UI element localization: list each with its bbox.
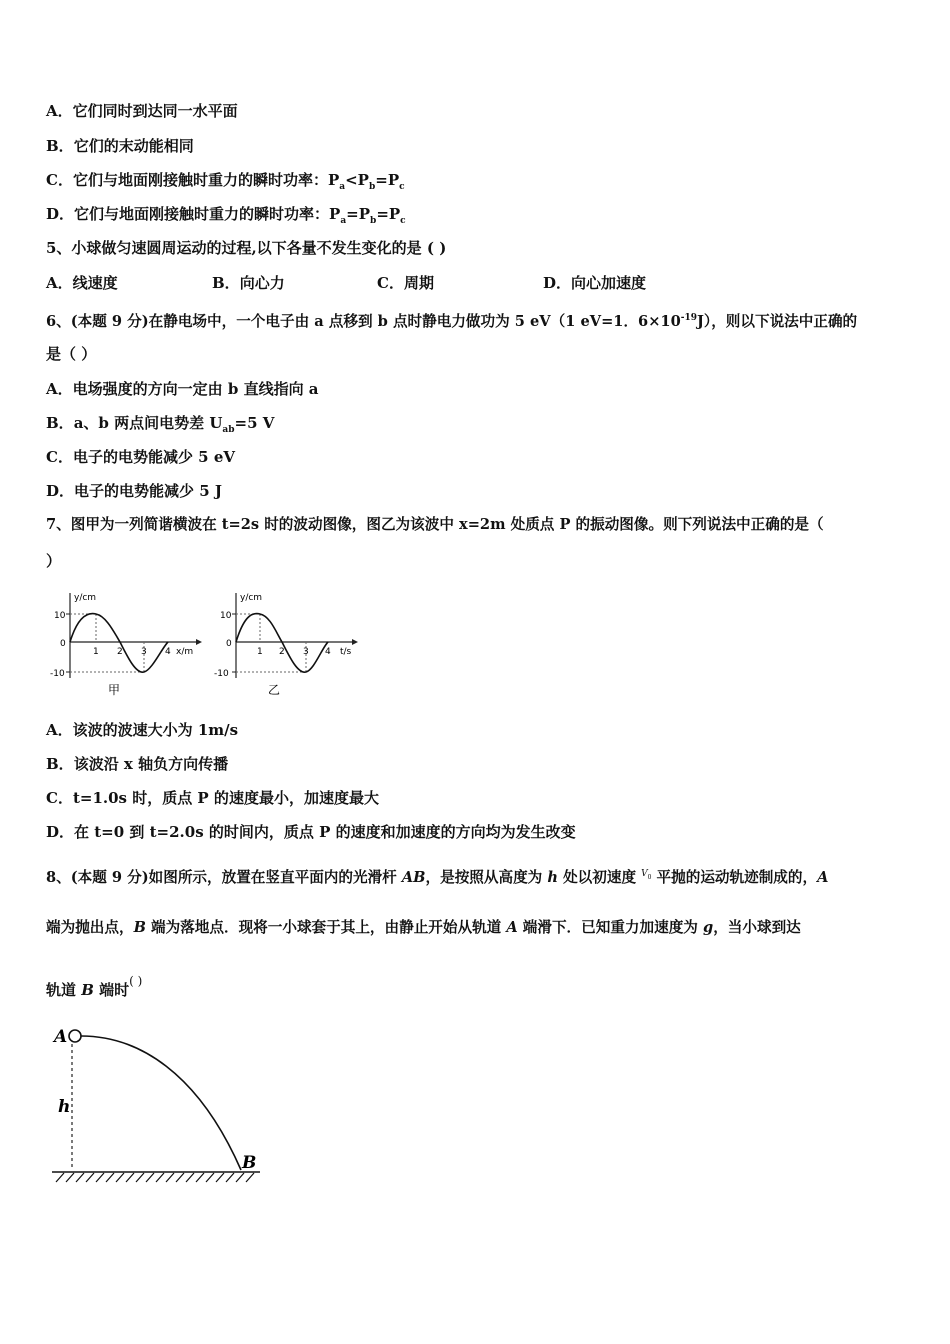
q5-stem: 5、小球做匀速圆周运动的过程,以下各量不发生变化的是 ( ) [46,239,447,257]
formula-sub: c [400,216,406,226]
formula-p: =P [346,205,371,223]
formula-sub: b [368,182,376,192]
trajectory-figure [48,1022,268,1192]
answer-paren: ( ) [129,974,143,988]
figure-caption: 乙 [268,683,281,697]
label-b: B [242,1153,257,1173]
q7-option-b: B．该波沿 x 轴负方向传播 [46,755,229,773]
y-tick-label: 10 [54,611,66,621]
x-tick-label: 4 [165,647,171,657]
y-label: y/cm [74,593,97,603]
option-text: 它们的末动能相同 [73,137,194,155]
option-key: A． [46,102,73,120]
q6-stem-line1: 6、(本题 9 分)在静电场中，一个电子由 a 点移到 b 点时静电力做功为 5 eV（1 eV=1．$6\times 10^{-19}J$），则以下说法中正确的 [46,312,858,330]
y-label: y/cm [240,593,263,603]
y-tick-label: -10 [214,669,229,679]
x-arrow [196,639,202,645]
q8-stem-line1: 8、(本题 9 分)如图所示，放置在竖直平面内的光滑杆 AB，是按照从高度为 h 处以初速度 $^{V_0}$ 平抛的运动轨迹制成的，A [46,869,829,886]
wave-graph-jia [48,588,208,698]
formula-p: P [329,205,341,223]
x-tick-label: 2 [117,647,123,657]
vibration-curve [236,614,328,673]
y-tick-label: -10 [50,669,65,679]
option-text: 它们同时到达同一水平面 [72,102,238,120]
q4-option-b [46,136,194,156]
q8-stem-line3: 轨道 B 端时( ) [46,974,143,999]
x-label: t/s [340,647,352,657]
formula-sub: b [370,216,377,226]
q7-option-c: C．t=1.0s 时，质点 P 的速度最小，加速度最大 [46,789,379,807]
q4-option-a [46,101,238,121]
q5-option-c: C．周期 [377,274,434,292]
ground-hatching [56,1173,254,1182]
x-tick-label: 1 [257,647,263,657]
q7-stem-line1: 7、图甲为一列简谐横波在 t=2s 时的波动图像，图乙为该波中 x=2m 处质点 P 的振动图像。则下列说法中正确的是（ [46,516,824,533]
q6-stem-line2: 是（ ） [46,345,97,363]
x-arrow [352,639,358,645]
vibration-graph-yi [212,588,372,698]
option-text: 它们与地面刚接触时重力的瞬时功率： [74,205,330,223]
q7-stem-line2: ） [46,552,62,570]
q7-option-a: A．该波的波速大小为 1m/s [46,721,239,739]
x-tick-label: 1 [93,647,99,657]
q6-option-b: B．a、b 两点间电势差 $U_{ab}=5$ V [46,414,275,435]
formula-p: <P [345,171,369,189]
q8-stem-line2: 端为抛出点，B 端为落地点．现将一小球套于其上，由静止开始从轨道 A 端滑下．已知重力加速度为 g，当小球到达 [46,919,801,936]
q5-option-b: B．向心力 [212,274,285,292]
q6-option-d: D．电子的电势能减少 5 J [46,482,222,500]
q5-option-a: A．线速度 [46,274,118,292]
label-h: h [58,1097,71,1117]
x-tick-label: 2 [279,647,285,657]
x-tick-label: 3 [141,647,147,657]
wave-curve [70,614,168,673]
x-tick-label: 3 [303,647,309,657]
option-key: C． [46,171,73,189]
q5-option-d: D．向心加速度 [543,274,647,292]
q4-option-c [46,170,405,197]
q7-option-d: D．在 t=0 到 t=2.0s 的时间内，质点 P 的速度和加速度的方向均为发生改变 [46,823,576,841]
formula-p: =P [375,171,400,189]
x-label: x/m [176,647,194,657]
q6-option-a: A．电场强度的方向一定由 b 直线指向 a [46,380,319,398]
label-a: A [54,1027,68,1047]
formula-p: P [327,171,340,189]
ball-icon [69,1030,81,1042]
x-tick-label: 4 [325,647,331,657]
q6-option-c: C．电子的电势能减少 5 eV [46,448,236,466]
y-tick-label: 10 [220,611,232,621]
option-text: 它们与地面刚接触时重力的瞬时功率： [72,171,328,189]
y-tick-label: 0 [60,639,66,649]
trajectory-curve [81,1036,241,1170]
figure-caption: 甲 [108,683,121,697]
formula-sub: c [399,182,405,192]
option-key: B． [46,137,74,155]
formula-p: =P [376,205,401,223]
q4-option-d [46,204,406,231]
option-key: D． [46,205,75,223]
formula-sub: a [339,182,346,192]
formula-sub: a [340,216,347,226]
y-tick-label: 0 [226,639,232,649]
